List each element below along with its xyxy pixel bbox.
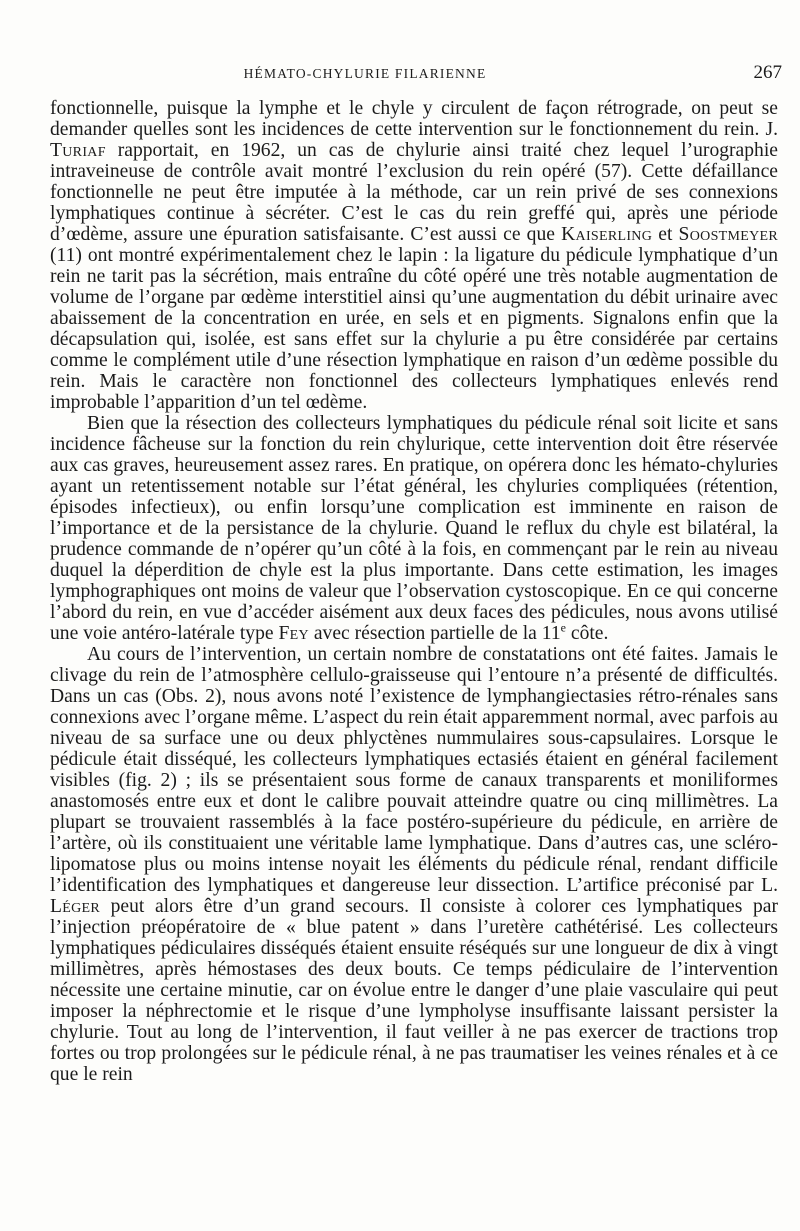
paragraph-2 [50,413,778,644]
author-name: Léger [50,896,101,917]
paragraph-3 [50,644,778,1085]
author-name: Kaiserling [561,224,653,245]
text-run: avec résection partielle de la 11 [308,623,561,644]
author-name: Fey [278,623,309,644]
text-run: Au cours de l’intervention, un certain nombre de constatations ont été faites. Jamais le clivage du rein de l’atmosphère cellulo-graisseuse qui l’entoure n’a présenté de difficultés. Dans un cas (Obs. 2), nous avons noté l’existence de lymphangiectasies rétro-rénales sans connexions avec l’organe même. L’aspect du rein était apparemment normal, avec parfois au niveau de sa surface une ou deux phlyctènes nummulaires sous-capsulaires. Lorsque le pédicule était disséqué, les collecteurs lymphatiques ectasiés étaient en général facilement visibles (fig. 2) ; ils se présentaient sous forme de canaux transparents et moniliformes anastomosés entre eux et dont le calibre pouvait atteindre quatre ou cinq millimètres. La plupart se trouvaient rassemblés à la face postéro-supérieure du pédicule, en arrière de l’artère, où ils constituaient une véritable lame lymphatique. Dans d’autres cas, une scléro-lipomatose plus ou moins intense noyait les éléments du pédicule rénal, rendant difficile l’identification des lymphatiques et dangereuse leur dissection. L’artifice préconisé par L. [50,644,778,896]
body-text [50,98,778,1085]
author-name: Soostmeyer [678,224,779,245]
page-number: 267 [753,62,782,83]
running-title: HÉMATO-CHYLURIE FILARIENNE [243,66,487,81]
author-name: Turiaf [50,140,106,161]
text-run: (11) ont montré expérimentalement chez le lapin : la ligature du pédicule lymphatique d’un rein ne tarit pas la sécrétion, mais entraîne du côté opéré une très notable augmentation de volume de l’organe par œdème interstitiel ainsi qu’une augmentation du débit urinaire avec abaissement de la concentration en urée, en sels et en pigments. Signalons enfin que la décapsulation qui, isolée, est sans effet sur la chylurie a pu être considérée par certains comme le complément utile d’une résection lymphatique en raison d’un œdème possible du rein. Mais le caractère non fonctionnel des collecteurs lymphatiques enlevés rend improbable l’apparition d’un tel œdème. [50,245,778,413]
superscript: e [560,620,566,635]
text-run: peut alors être d’un grand secours. Il consiste à colorer ces lymphatiques par l’injection préopératoire de « blue patent » dans l’uretère cathétérisé. Les collecteurs lymphatiques pédiculaires disséqués étaient ensuite réséqués sur une longueur de dix à vingt millimètres, après hémostases des deux bouts. Ce temps pédiculaire de l’intervention nécessite une certaine minutie, car on évolue entre le danger d’une plaie vasculaire qui peut imposer la néphrectomie et le risque d’une lympholyse insuffisante laissant persister la chylurie. Tout au long de l’intervention, il faut veiller à ne pas exercer de tractions trop fortes ou trop prolongées sur le pédicule rénal, à ne pas traumatiser les veines rénales et à ce que le rein [50,896,778,1085]
text-run: côte. [565,623,609,644]
running-head [0,62,800,86]
text-run: rapportait, en 1962, un cas de chylurie ainsi traité chez lequel l’urographie intraveineuse de contrôle avait montré l’exclusion du rein opéré (57). Cette défaillance fonctionnelle ne peut être imputée à la méthode, car un rein privé de ses connexions lymphatiques continue à sécréter. C’est le cas du rein greffé qui, après une période d’œdème, assure une épuration satisfaisante. C’est aussi ce que [50,140,778,245]
paragraph-1 [50,98,778,413]
text-run: et [652,224,679,245]
text-run: Bien que la résection des collecteurs lymphatiques du pédicule rénal soit licite et sans incidence fâcheuse sur la fonction du rein chylurique, cette intervention doit être réservée aux cas graves, heureusement assez rares. En pratique, on opérera donc les hémato-chyluries ayant un retentissement notable sur l’état général, les chyluries compliquées (rétention, épisodes infectieux), ou enfin lorsqu’une complication est imminente en raison de l’importance et de la persistance de la chylurie. Quand le reflux du chyle est bilatéral, la prudence commande de n’opérer qu’un côté à la fois, en commençant par le rein au niveau duquel la déperdition de chyle est la plus importante. Dans cette estimation, les images lymphographiques ont moins de valeur que l’observation cystoscopique. En ce qui concerne l’abord du rein, en vue d’accéder aisément aux deux faces des pédicules, nous avons utilisé une voie antéro-latérale type [50,413,778,644]
text-run: fonctionnelle, puisque la lymphe et le chyle y circulent de façon rétrograde, on peut se demander quelles sont les incidences de cette intervention sur le fonctionnement du rein. J. [50,98,778,140]
